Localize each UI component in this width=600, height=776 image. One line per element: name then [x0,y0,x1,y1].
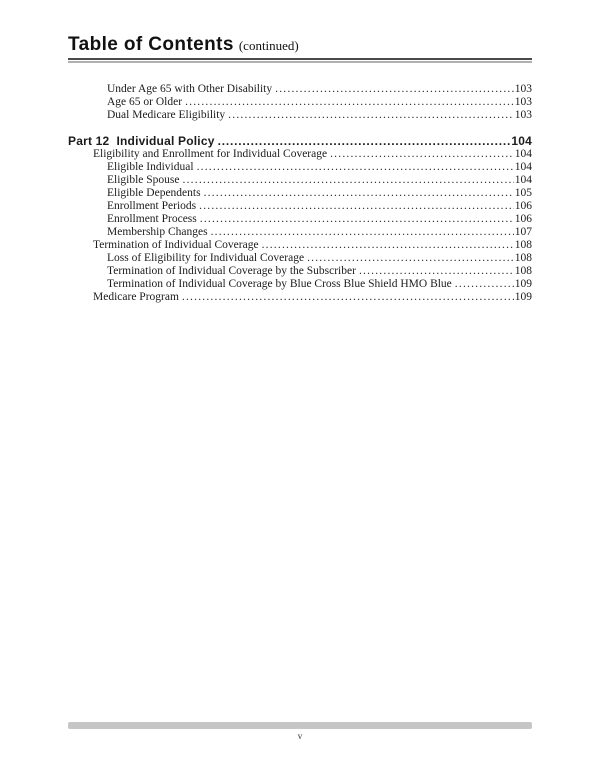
toc-entry-page: 106 [514,200,532,212]
toc-leader-dots [204,187,514,200]
toc-list [68,83,532,304]
toc-entry-label: Enrollment Periods [107,200,197,212]
toc-leader-dots [330,148,514,161]
toc-entry-label: Termination of Individual Coverage by the Subscriber [107,265,356,277]
toc-leader-dots [200,213,514,226]
toc-entry-label: Loss of Eligibility for Individual Coverage [107,252,305,264]
toc-leader-dots [218,135,511,148]
page-title-text: Table of Contents [68,34,234,55]
footer-divider-bar [68,722,532,729]
toc-entry-label: Eligible Spouse [107,174,180,186]
toc-entry [68,187,532,200]
toc-entry [68,161,532,174]
title-rule-dark-line [68,58,532,60]
toc-entry-page: 104 [514,174,532,186]
page-title-suffix: (continued) [238,38,299,53]
toc-entry-label: Eligibility and Enrollment for Individual Coverage [93,148,328,160]
toc-leader-dots [197,161,514,174]
toc-entry [68,265,532,278]
toc-entry-page: 106 [514,213,532,225]
page-footer [68,722,532,742]
toc-leader-dots [359,265,514,278]
toc-entry-page: 108 [514,252,532,264]
page-title [68,0,532,57]
toc-entry-page: 109 [514,291,532,303]
title-divider-rule [68,58,532,63]
toc-entry-page: 104 [514,161,532,173]
toc-leader-dots [211,226,514,239]
toc-entry [68,174,532,187]
toc-entry-page: 103 [514,83,532,95]
toc-entry-page: 104 [511,134,532,148]
toc-entry-page: 105 [514,187,532,199]
toc-entry [68,239,532,252]
toc-entry [68,109,532,122]
toc-leader-dots [183,174,514,187]
toc-entry-page: 104 [514,148,532,160]
toc-leader-dots [455,278,514,291]
toc-entry-label: Medicare Program [93,291,179,303]
toc-entry-label: Part 12 Individual Policy [68,134,215,148]
page-number: v [297,731,303,741]
toc-entry [68,135,532,148]
toc-leader-dots [262,239,514,252]
toc-entry-label: Eligible Dependents [107,187,201,199]
toc-entry-page: 108 [514,239,532,251]
toc-entry-label: Membership Changes [107,226,208,238]
toc-entry-page: 103 [514,109,532,121]
toc-entry [68,96,532,109]
toc-entry [68,252,532,265]
toc-entry-label: Enrollment Process [107,213,197,225]
toc-entry-label: Age 65 or Older [107,96,183,108]
title-rule-shadow-line [68,61,532,63]
toc-leader-dots [199,200,514,213]
toc-entry-label: Termination of Individual Coverage by Blue Cross Blue Shield HMO Blue [107,278,452,290]
toc-entry [68,213,532,226]
toc-leader-dots [307,252,514,265]
toc-entry [68,148,532,161]
toc-entry-label: Under Age 65 with Other Disability [107,83,273,95]
toc-entry [68,226,532,239]
toc-entry-label: Dual Medicare Eligibility [107,109,226,121]
toc-entry-page: 107 [514,226,532,238]
toc-leader-dots [275,83,514,96]
toc-entry-page: 109 [514,278,532,290]
toc-leader-dots [228,109,514,122]
toc-entry-label: Termination of Individual Coverage [93,239,259,251]
toc-entry [68,200,532,213]
toc-entry-page: 108 [514,265,532,277]
toc-entry-label: Eligible Individual [107,161,194,173]
document-page [0,0,600,304]
toc-leader-dots [182,291,514,304]
toc-entry [68,83,532,96]
toc-entry-page: 103 [514,96,532,108]
toc-leader-dots [185,96,514,109]
toc-entry [68,291,532,304]
toc-entry [68,278,532,291]
